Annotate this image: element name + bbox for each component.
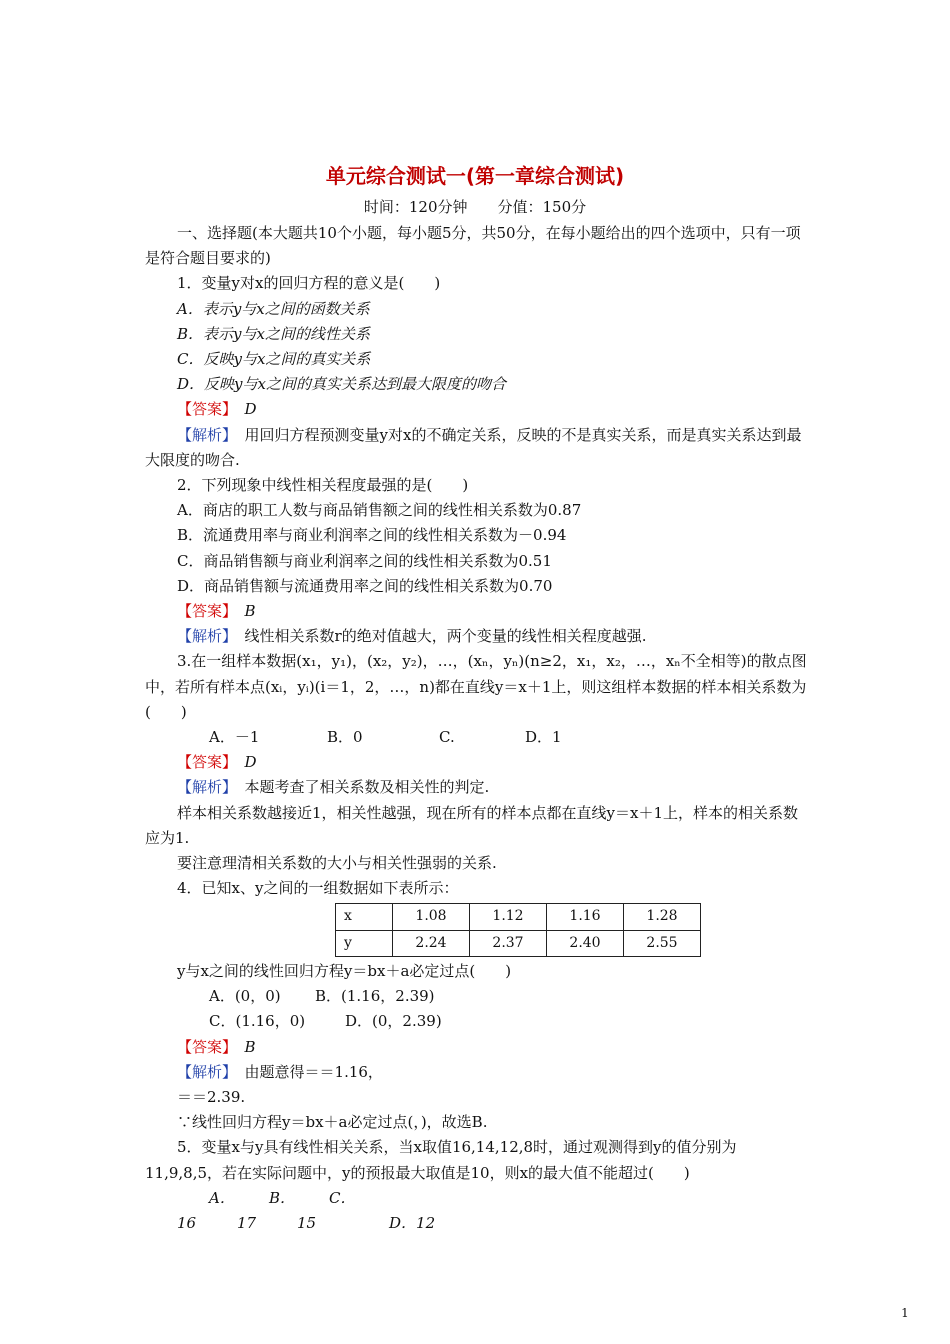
section-intro: 一、选择题(本大题共10个小题，每小题5分，共50分，在每小题给出的四个选项中，只有一项是符合题目要求的)	[145, 224, 801, 268]
q1-option-c: C．反映y与x之间的真实关系	[177, 350, 371, 369]
data-table	[335, 903, 701, 956]
content	[145, 221, 810, 1236]
q2-option-b: B．流通费用率与商业利润率之间的线性相关系数为－0.94	[177, 526, 567, 545]
q5-options	[145, 1186, 810, 1236]
q1-option-d: D．反映y与x之间的真实关系达到最大限度的吻合	[177, 375, 506, 394]
q4-option-a: A．(0，0)	[209, 987, 281, 1006]
q3-option-c: C.	[439, 728, 455, 747]
q3-options	[145, 725, 810, 750]
q2-analysis-text: 线性相关系数r的绝对值越大，两个变量的线性相关程度越强.	[244, 627, 647, 646]
q2-stem: 2．下列现象中线性相关程度最强的是( )	[177, 476, 469, 495]
q1-analysis-text: 用回归方程预测变量y对x的不确定关系，反映的不是真实关系，而是真实关系达到最大限度的吻合.	[145, 425, 802, 469]
table-header-y: y	[336, 930, 393, 956]
q3-option-d: D．1	[525, 728, 562, 747]
q3-answer	[145, 750, 810, 775]
table-cell: 2.37	[470, 930, 547, 956]
q2-answer-value: B	[244, 602, 256, 621]
q4-answer-value: B	[244, 1037, 256, 1056]
q4-option-d: D．(0，2.39)	[345, 1012, 442, 1031]
table-cell: 1.12	[470, 904, 547, 930]
analysis-tag: 【解析】	[177, 778, 230, 797]
exam-meta: 时间：120分钟 分值：150分	[363, 198, 587, 216]
answer-tag: 【答案】	[177, 753, 230, 772]
page-title: 单元综合测试一(第一章综合测试)	[325, 164, 625, 188]
q3-analysis	[145, 775, 810, 800]
table-cell: 1.16	[547, 904, 624, 930]
table-cell: 2.40	[547, 930, 624, 956]
table-cell: 2.55	[624, 930, 701, 956]
q4-analysis-line-2: ＝＝2.39.	[177, 1087, 246, 1106]
q5-option-d: D．12	[389, 1213, 436, 1232]
q3-answer-value: D	[244, 753, 257, 772]
q3-stem: 3.在一组样本数据(x₁，y₁)，(x₂，y₂)，…，(xₙ，yₙ)(n≥2，x₁，x₂，…，xₙ不全相等)的散点图中，若所有样本点(xᵢ，yᵢ)(i＝1，2，…，n)都在直线y＝x＋1上，则这组样本数据的样本相关系数为( )	[145, 652, 807, 721]
table-header-x: x	[336, 904, 393, 930]
q1-stem: 1．变量y对x的回归方程的意义是( )	[177, 274, 441, 293]
q2-option-c: C．商品销售额与商业利润率之间的线性相关系数为0.51	[177, 551, 552, 570]
page-number: 1	[901, 1306, 909, 1320]
q5-option-a: A．16	[177, 1188, 235, 1232]
answer-tag: 【答案】	[177, 400, 230, 419]
q1-answer	[145, 397, 810, 422]
q2-analysis	[145, 624, 810, 649]
q4-options-ab	[145, 984, 810, 1009]
q5-stem: 5．变量x与y具有线性相关关系，当x取值16,14,12,8时，通过观测得到y的值分别为11,9,8,5，若在实际问题中，y的预报最大取值是10，则x的最大值不能超过( )	[145, 1138, 737, 1182]
q3-option-a: A．－1	[209, 728, 260, 747]
analysis-tag: 【解析】	[177, 1062, 230, 1081]
table-cell: 1.28	[624, 904, 701, 930]
table-cell: 1.08	[393, 904, 470, 930]
q1-analysis	[145, 423, 810, 473]
q3-extra-1: 样本相关系数越接近1，相关性越强，现在所有的样本点都在直线y＝x＋1上，样本的相关系数应为1.	[145, 803, 799, 847]
answer-tag: 【答案】	[177, 1037, 230, 1056]
answer-tag: 【答案】	[177, 602, 230, 621]
q4-answer	[145, 1035, 810, 1060]
q4-option-c: C．(1.16，0)	[209, 1012, 306, 1031]
q3-extra-2: 要注意理清相关系数的大小与相关性强弱的关系.	[177, 854, 497, 873]
q4-options-cd	[145, 1009, 810, 1034]
q4-analysis-line-3: ∵线性回归方程y＝bx＋a必定过点(，)，故选B.	[177, 1113, 488, 1132]
analysis-tag: 【解析】	[177, 425, 230, 444]
q4-analysis-text: 由题意得＝＝1.16，	[244, 1062, 383, 1081]
q2-option-d: D．商品销售额与流通费用率之间的线性相关系数为0.70	[177, 576, 553, 595]
q5-option-c: C．15	[297, 1188, 356, 1232]
q5-option-b: B．17	[237, 1188, 296, 1232]
q4-stem-2: y与x之间的线性回归方程y＝bx＋a必定过点( )	[177, 961, 512, 980]
table-cell: 2.24	[393, 930, 470, 956]
q1-option-a: A．表示y与x之间的函数关系	[177, 299, 370, 318]
q1-option-b: B．表示y与x之间的线性关系	[177, 324, 370, 343]
q3-analysis-text: 本题考查了相关系数及相关性的判定.	[244, 778, 490, 797]
q4-option-b: B．(1.16，2.39)	[315, 987, 435, 1006]
q3-option-b: B．0	[327, 728, 363, 747]
analysis-tag: 【解析】	[177, 627, 230, 646]
table-row-y	[336, 930, 701, 956]
q1-answer-value: D	[244, 400, 257, 419]
q2-option-a: A．商店的职工人数与商品销售额之间的线性相关系数为0.87	[177, 501, 582, 520]
q2-answer	[145, 599, 810, 624]
table-row-x	[336, 904, 701, 930]
q4-analysis	[145, 1060, 810, 1085]
q4-stem: 4．已知x、y之间的一组数据如下表所示：	[177, 879, 459, 898]
